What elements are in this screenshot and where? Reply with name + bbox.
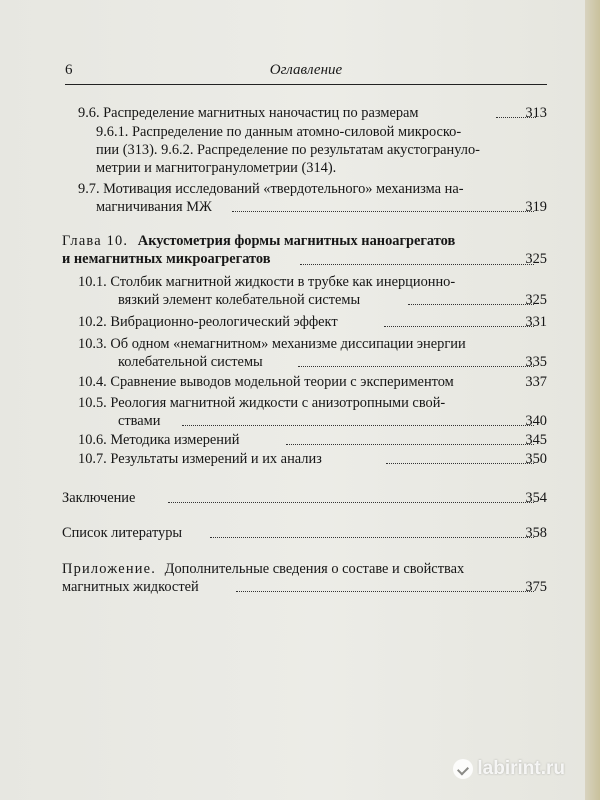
toc-entry-10-3-cont: колебательной системы (118, 354, 263, 370)
toc-subentry: 9.6.1. Распределение по данным атомно-силовой микроско- (96, 124, 462, 140)
chapter-heading (62, 232, 455, 250)
toc-page-10-3: 335 (525, 354, 547, 370)
dot-leader (232, 211, 534, 212)
toc-entry-10-1: 10.1. Столбик магнитной жидкости в трубке как инерционно- (78, 274, 456, 290)
dot-leader (298, 366, 534, 367)
toc-entry-9-6: 9.6. Распределение магнитных наночастиц по размерам (78, 105, 419, 121)
appendix-label: Приложение. (62, 561, 157, 577)
dot-leader (408, 304, 534, 305)
toc-page-conclusion: 354 (525, 490, 547, 506)
chapter-title-cont: и немагнитных микроагрегатов (62, 251, 271, 267)
chapter-label: Глава 10. (62, 233, 129, 249)
toc-page-ch10: 325 (525, 251, 547, 267)
dot-leader (182, 425, 534, 426)
toc-subentry: метрии и магнитогранулометрии (314). (96, 160, 337, 176)
toc-entry-conclusion: Заключение (62, 490, 136, 506)
toc-entry-10-5: 10.5. Реология магнитной жидкости с анизотропными свой- (78, 395, 446, 411)
toc-page-references: 358 (525, 525, 547, 541)
toc-page-10-7: 350 (525, 451, 547, 467)
dot-leader (210, 537, 534, 538)
dot-leader (384, 326, 534, 327)
running-head (65, 62, 547, 85)
toc-page-10-2: 331 (525, 314, 547, 330)
labirint-logo-icon (453, 759, 473, 779)
toc-entry-10-4: 10.4. Сравнение выводов модельной теории с экспериментом (78, 374, 454, 390)
toc-page-10-6: 345 (525, 432, 547, 448)
toc-entry-9-7-cont: магничивания МЖ (96, 199, 212, 215)
toc-page-10-1: 325 (525, 292, 547, 308)
dot-leader (168, 502, 534, 503)
toc-subentry: пии (313). 9.6.2. Распределение по результатам акустогрануло- (96, 142, 480, 158)
dot-leader (300, 264, 534, 265)
chapter-title: Акустометрия формы магнитных наноагрегатов (137, 233, 456, 249)
page-number: 6 (65, 62, 73, 78)
appendix-heading (62, 560, 464, 578)
toc-entry-9-7: 9.7. Мотивация исследований «твердотельного» механизма на- (78, 181, 464, 197)
dot-leader (386, 463, 534, 464)
toc-page-9-6: 313 (525, 105, 547, 121)
toc-entry-10-5-cont: ствами (118, 413, 161, 429)
dot-leader (286, 444, 534, 445)
toc-page-10-5: 340 (525, 413, 547, 429)
toc-entry-10-3: 10.3. Об одном «немагнитном» механизме диссипации энергии (78, 336, 466, 352)
page-edge (585, 0, 600, 800)
toc-entry-10-7: 10.7. Результаты измерений и их анализ (78, 451, 322, 467)
appendix-title-cont: магнитных жидкостей (62, 579, 199, 595)
watermark: labirint.ru (453, 758, 565, 780)
toc-page-9-7: 319 (525, 199, 547, 215)
running-title: Оглавление (269, 62, 343, 78)
appendix-title: Дополнительные сведения о составе и свойствах (164, 561, 465, 577)
toc-entry-10-2: 10.2. Вибрационно-реологический эффект (78, 314, 338, 330)
toc-entry-10-6: 10.6. Методика измерений (78, 432, 240, 448)
dot-leader (236, 591, 534, 592)
toc-page-10-4: 337 (525, 374, 547, 390)
toc-entry-10-1-cont: вязкий элемент колебательной системы (118, 292, 361, 308)
toc-page-appendix: 375 (525, 579, 547, 595)
toc-entry-references: Список литературы (62, 525, 183, 541)
